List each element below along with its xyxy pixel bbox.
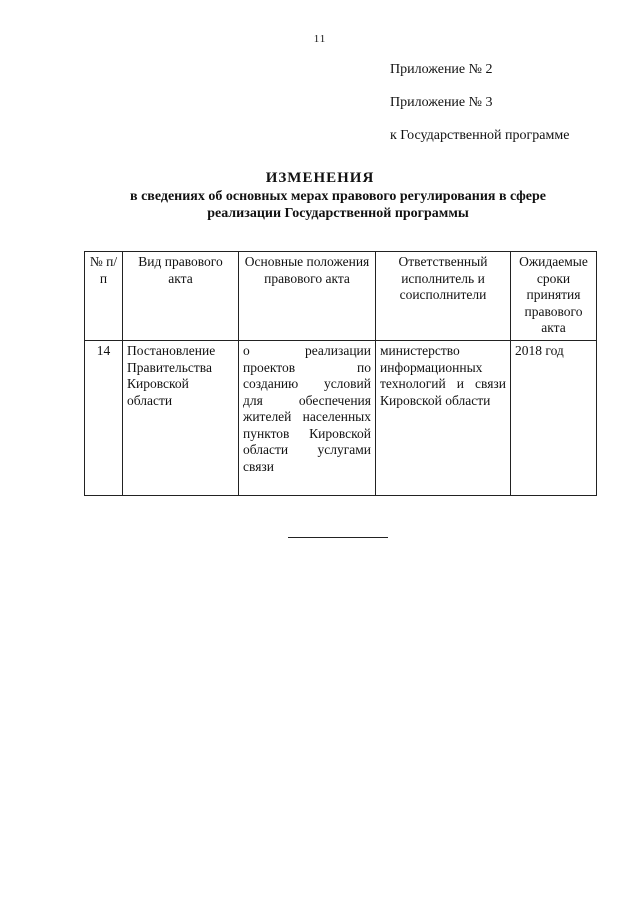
header-act-type: Вид правового акта bbox=[123, 252, 239, 341]
cell-deadline: 2018 год bbox=[511, 341, 597, 496]
cell-act-type: Постановление Правительства Кировской области bbox=[123, 341, 239, 496]
cell-provisions: о реализации проектов по созданию условий для обеспечения жителей населенных пунктов Кировской области услугами связи bbox=[239, 341, 376, 496]
measures-table bbox=[84, 251, 597, 496]
closing-rule bbox=[288, 537, 388, 538]
annex-line-2: Приложение № 3 bbox=[390, 95, 493, 110]
document-subtitle: в сведениях об основных мерах правового регулирования в сфере реализации Государственной программы bbox=[130, 189, 546, 221]
header-provisions: Основные положения правового акта bbox=[239, 252, 376, 341]
document-title: ИЗМЕНЕНИЯ bbox=[265, 170, 375, 186]
annex-line-1: Приложение № 2 bbox=[390, 62, 493, 77]
table-header-row bbox=[85, 252, 597, 341]
header-deadline: Ожидаемые сроки принятия правового акта bbox=[511, 252, 597, 341]
table-row bbox=[85, 341, 597, 496]
page-number: 11 bbox=[313, 33, 327, 45]
header-responsible: Ответственный исполнитель и соисполнители bbox=[376, 252, 511, 341]
cell-responsible: министерство информационных технологий и связи Кировской области bbox=[376, 341, 511, 496]
header-number: № п/п bbox=[85, 252, 123, 341]
annex-line-3: к Государственной программе bbox=[390, 128, 570, 143]
cell-number: 14 bbox=[85, 341, 123, 496]
